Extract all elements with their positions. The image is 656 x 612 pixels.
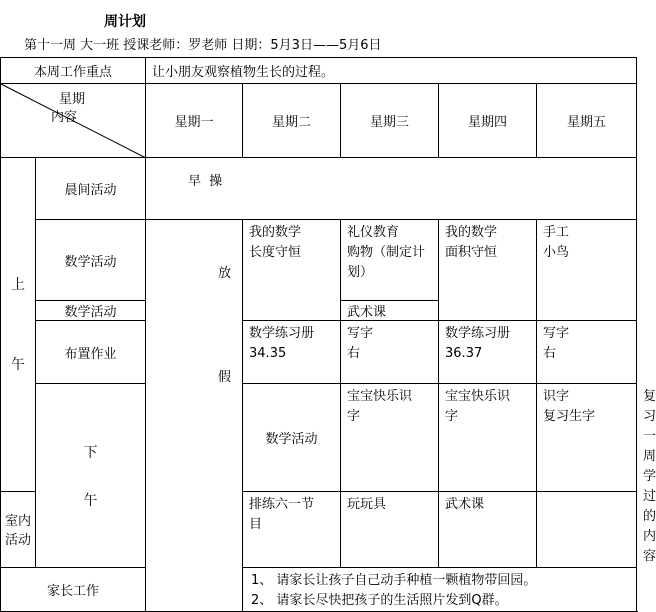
morning-exercise: 早 操 [146, 158, 637, 220]
cell-text: 玩玩具 [347, 496, 387, 512]
section-pm-char2: 午 [83, 492, 98, 509]
page-title: 周计划 [104, 14, 146, 30]
focus-text: 让小朋友观察植物生长的过程。 [146, 58, 637, 84]
homework-row [1, 321, 637, 384]
cell-text: 写字 [347, 326, 374, 341]
row-label-math-pm: 数学活动 [243, 384, 341, 492]
cell-text: 右 [347, 346, 361, 361]
day-header-tue: 星期二 [243, 84, 341, 158]
cell-wed-homework [341, 321, 439, 384]
holiday-cell [146, 220, 243, 612]
cell-wed-math [341, 220, 439, 301]
corner-header [1, 84, 146, 158]
section-pm-char1: 下 [83, 444, 98, 461]
day-header-wed: 星期三 [341, 84, 439, 158]
cell-wed-toys [341, 491, 439, 567]
cell-text: 字 [445, 409, 459, 424]
cell-text: 36.37 [445, 346, 483, 361]
week-info: 第十一周 大一班 授课老师：罗老师 日期：5月3日——5月6日 [24, 38, 382, 53]
cell-text: 小鸟 [543, 245, 570, 260]
cell-text: 宝宝快乐识 [347, 389, 413, 404]
cell-text: 武术课 [445, 496, 485, 512]
cell-text: 字 [347, 409, 361, 424]
row-label-math-am2: 数学活动 [36, 301, 146, 321]
cell-tue-homework [243, 321, 341, 384]
cell-text: 识字 [543, 389, 570, 404]
parent-item-1: 1、 请家长让孩子自己动手种植一颗植物带回园。 [251, 573, 537, 588]
cell-tue-rehearsal [243, 491, 341, 567]
row-label-homework: 布置作业 [36, 321, 146, 384]
header-row [1, 84, 637, 158]
cell-text: 我的数学 [249, 225, 302, 240]
math-pm-row: 下 午 数学活动 宝宝快乐识 字 宝宝快乐识 字 识字 复习生字 复习 一周学过的 内容 [1, 384, 637, 492]
cell-text: 34.35 [249, 346, 287, 361]
cell-text: 数学练习册 [249, 326, 315, 341]
section-am-char1: 上 [11, 277, 25, 294]
focus-label: 本周工作重点 [1, 58, 146, 84]
cell-text: 写字 [543, 326, 570, 341]
cell-text: 礼仪教育 [347, 225, 400, 240]
row-label-math-am: 数学活动 [36, 220, 146, 301]
cell-tue-math [243, 220, 341, 321]
holiday-char-1: 放 [218, 266, 232, 281]
cell-text: 排练六一节 [249, 496, 315, 512]
cell-text: 复习生字 [543, 409, 596, 424]
corner-week-label: 星期 [59, 92, 86, 107]
cell-text: 购物（制定计 [347, 245, 426, 260]
cell-wed-wushu: 武术课 [341, 301, 439, 321]
day-header-fri: 星期五 [537, 84, 637, 158]
holiday-char-2: 假 [218, 370, 232, 385]
cell-text: 数学练习册 [445, 326, 511, 341]
section-afternoon [36, 384, 146, 568]
parent-row [1, 568, 637, 612]
cell-text: 手工 [543, 225, 570, 240]
day-header-mon: 星期一 [146, 84, 243, 158]
corner-content-label: 内容 [51, 110, 78, 125]
cell-wed-literacy [439, 384, 537, 492]
cell-text: 面积守恒 [445, 245, 498, 260]
cell-text: 目 [249, 516, 263, 532]
cell-thu-wushu [439, 491, 537, 567]
cell-fri-math [537, 220, 637, 321]
cell-tue-literacy [341, 384, 439, 492]
math-am-row [1, 220, 637, 301]
cell-text: 长度守恒 [249, 245, 302, 260]
day-header-thu: 星期四 [439, 84, 537, 158]
cell-thu-homework [439, 321, 537, 384]
row-label-morning: 晨间活动 [36, 158, 146, 220]
cell-text: 宝宝快乐识 [445, 389, 511, 404]
parent-label: 家长工作 [1, 568, 146, 612]
cell-text: 右 [543, 346, 557, 361]
cell-text: 划） [347, 265, 374, 280]
cell-fri-homework [537, 321, 637, 384]
parent-items [243, 568, 637, 612]
section-morning [1, 158, 36, 492]
cell-text: 我的数学 [445, 225, 498, 240]
parent-item-2: 2、 请家长尽快把孩子的生活照片发到Q群。 [251, 593, 508, 608]
morning-row [1, 158, 637, 220]
cell-thu-math [439, 220, 537, 321]
row-label-indoor: 室内活动 [1, 491, 36, 567]
focus-row [1, 58, 637, 84]
cell-thu-literacy [537, 384, 637, 492]
schedule-table [0, 57, 656, 612]
section-am-char2: 午 [11, 357, 25, 374]
